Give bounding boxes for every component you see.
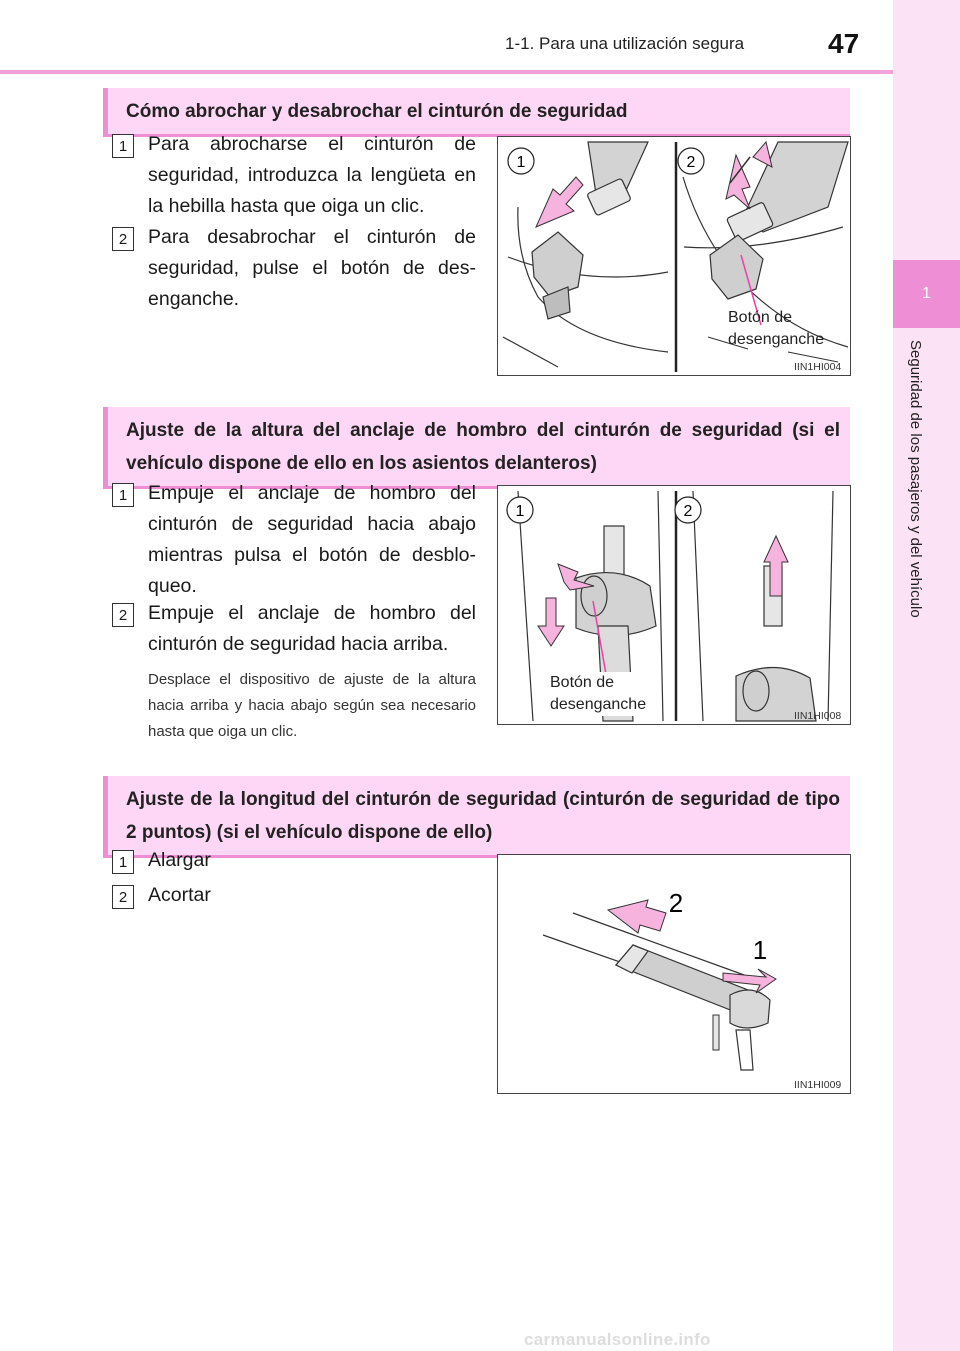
- step-number: 2: [112, 227, 134, 251]
- figure-label: 1: [515, 503, 525, 520]
- step-text: Para desabrochar el cinturón de seguridad, pulse el botón de des-enganche.: [148, 226, 476, 310]
- belt-length-illustration: [498, 855, 852, 1095]
- callout-release-button: Botón de desenganche: [550, 672, 646, 716]
- step-text: Empuje el anclaje de hombro del cinturón de seguridad hacia abajo mientras pulsa el botón de desblo-queo.: [148, 482, 476, 597]
- step-text: Empuje el anclaje de hombro del cinturón de seguridad hacia arriba.: [148, 602, 476, 655]
- figure-label: 1: [516, 154, 526, 171]
- step-number: 1: [112, 483, 134, 507]
- figure-code: IIN1HI004: [794, 361, 842, 373]
- figure-code: IIN1HI009: [794, 1079, 842, 1091]
- section-heading-length-adjust: Ajuste de la longitud del cinturón de seguridad (cinturón de seguridad de tipo 2 puntos) (si el vehículo dispone de ello): [103, 776, 850, 858]
- callout-release-button: Botón de desenganche: [728, 309, 825, 348]
- figure-label: 1: [752, 935, 768, 965]
- figure-code: IIN1HI008: [794, 710, 842, 722]
- figure-label: 2: [668, 888, 684, 918]
- figure-buckle: [497, 136, 851, 376]
- note-text: Desplace el dispositivo de ajuste de la altura hacia arriba y hacia abajo según sea necesario hasta que oiga un clic.: [148, 671, 476, 740]
- figure-label: 2: [683, 503, 693, 520]
- side-tab-chapter-label: Seguridad de los pasajeros y del vehículo: [907, 340, 924, 618]
- watermark: carmanualsonline.info: [524, 1330, 711, 1349]
- section-heading-fasten: Cómo abrochar y desabrochar el cinturón de seguridad: [103, 88, 850, 137]
- figure-label: 2: [686, 154, 696, 171]
- header-rule: [0, 70, 893, 74]
- side-tab-chapter-number[interactable]: 1: [893, 260, 960, 328]
- page-number: 47: [828, 28, 860, 59]
- step-number: 2: [112, 885, 134, 909]
- figure-shoulder-anchor: [497, 485, 851, 725]
- step-number: 1: [112, 850, 134, 874]
- chapter-title: 1-1. Para una utilización segura: [505, 34, 745, 53]
- step-number: 1: [112, 134, 134, 158]
- step-text: Alargar: [148, 849, 211, 871]
- step-text: Para abrocharse el cinturón de seguridad, introduzca la lengüeta en la hebilla hasta que oiga un clic.: [148, 133, 476, 217]
- section-heading-height-adjust: Ajuste de la altura del anclaje de hombro del cinturón de seguridad (si el vehículo dispone de ello en los asientos delanteros): [103, 407, 850, 489]
- figure-belt-length: [497, 854, 851, 1094]
- step-text: Acortar: [148, 884, 211, 906]
- step-number: 2: [112, 603, 134, 627]
